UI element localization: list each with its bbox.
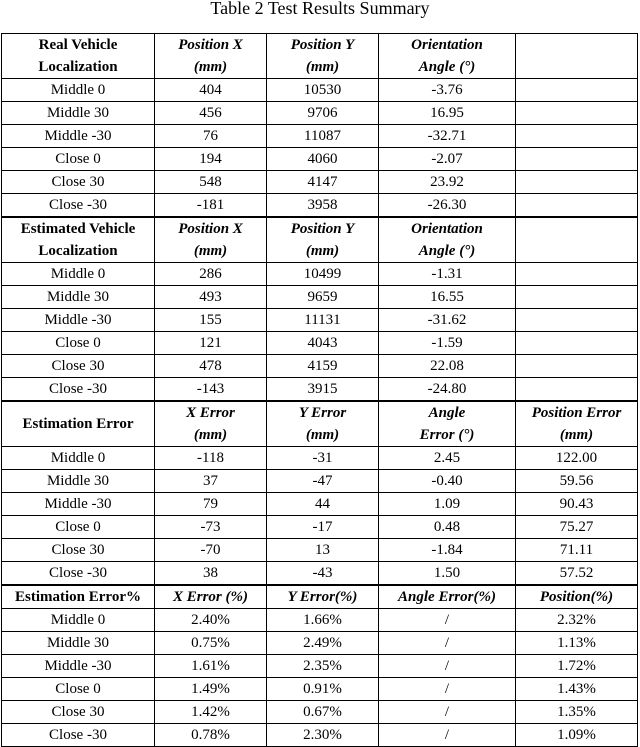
- table-cell: 1.42%: [155, 701, 267, 724]
- table-cell: 37: [155, 470, 267, 493]
- table-cell: 2.32%: [516, 609, 638, 632]
- table-cell: 122.00: [516, 447, 638, 470]
- table-cell: 493: [155, 286, 267, 309]
- table-cell: 22.08: [379, 355, 516, 378]
- table-row: [2, 171, 638, 194]
- table-cell: 16.55: [379, 286, 516, 309]
- table-row: [2, 355, 638, 378]
- table-cell: 0.48: [379, 516, 516, 539]
- table-row: [2, 493, 638, 516]
- row-label: Middle -30: [2, 125, 155, 148]
- row-label: Close -30: [2, 562, 155, 586]
- table-cell: /: [379, 678, 516, 701]
- table-cell: -31.62: [379, 309, 516, 332]
- table-cell: 2.30%: [267, 724, 379, 747]
- table-row: [2, 125, 638, 148]
- table-row: [2, 148, 638, 171]
- table-cell: 2.45: [379, 447, 516, 470]
- column-header: Orientation Angle (°): [379, 217, 516, 263]
- column-header: X Error (mm): [155, 401, 267, 447]
- table-cell: [516, 263, 638, 286]
- row-label: Close 0: [2, 678, 155, 701]
- table-row: [2, 332, 638, 355]
- table-cell: [516, 332, 638, 355]
- column-header: Y Error (mm): [267, 401, 379, 447]
- row-label: Close 0: [2, 516, 155, 539]
- table-row: [2, 562, 638, 586]
- column-header: Position Y (mm): [267, 34, 379, 79]
- table-cell: 1.43%: [516, 678, 638, 701]
- column-header: Position Error (mm): [516, 401, 638, 447]
- table-row: [2, 470, 638, 493]
- table-cell: 79: [155, 493, 267, 516]
- table-row: [2, 263, 638, 286]
- table-cell: -47: [267, 470, 379, 493]
- section-title: Estimation Error%: [2, 585, 155, 609]
- table-cell: -26.30: [379, 194, 516, 218]
- table-cell: 1.72%: [516, 655, 638, 678]
- table-row: [2, 102, 638, 125]
- row-label: Close 0: [2, 332, 155, 355]
- table-cell: [516, 355, 638, 378]
- row-label: Middle 0: [2, 79, 155, 102]
- table-cell: -2.07: [379, 148, 516, 171]
- table-cell: [516, 378, 638, 402]
- row-label: Middle 30: [2, 632, 155, 655]
- table-cell: -73: [155, 516, 267, 539]
- table-cell: -24.80: [379, 378, 516, 402]
- table-cell: /: [379, 724, 516, 747]
- table-caption: Table 2 Test Results Summary: [210, 0, 430, 18]
- section-header-row: [2, 401, 638, 447]
- table-cell: -70: [155, 539, 267, 562]
- table-cell: [516, 309, 638, 332]
- table-cell: -3.76: [379, 79, 516, 102]
- table-cell: -43: [267, 562, 379, 586]
- table-cell: -143: [155, 378, 267, 402]
- table-cell: 16.95: [379, 102, 516, 125]
- table-cell: -1.84: [379, 539, 516, 562]
- table-cell: 1.09: [379, 493, 516, 516]
- section-title: Estimation Error: [2, 401, 155, 447]
- table-cell: 3958: [267, 194, 379, 218]
- table-cell: -0.40: [379, 470, 516, 493]
- table-row: [2, 378, 638, 402]
- table-cell: 2.35%: [267, 655, 379, 678]
- section-header-row: [2, 585, 638, 609]
- table-cell: [516, 148, 638, 171]
- table-cell: 38: [155, 562, 267, 586]
- table-cell: 9659: [267, 286, 379, 309]
- row-label: Close 30: [2, 701, 155, 724]
- column-header: Position X (mm): [155, 34, 267, 79]
- table-cell: 0.91%: [267, 678, 379, 701]
- table-cell: 10499: [267, 263, 379, 286]
- table-cell: 2.49%: [267, 632, 379, 655]
- row-label: Close -30: [2, 724, 155, 747]
- table-cell: 155: [155, 309, 267, 332]
- table-cell: [516, 125, 638, 148]
- table-cell: [516, 194, 638, 218]
- table-cell: 4159: [267, 355, 379, 378]
- table-cell: 57.52: [516, 562, 638, 586]
- column-header: Y Error(%): [267, 585, 379, 609]
- table-cell: 0.67%: [267, 701, 379, 724]
- table-row: [2, 516, 638, 539]
- table-cell: -118: [155, 447, 267, 470]
- table-cell: 3915: [267, 378, 379, 402]
- table-row: [2, 701, 638, 724]
- table-cell: 1.49%: [155, 678, 267, 701]
- row-label: Middle 0: [2, 609, 155, 632]
- column-header: Angle Error (°): [379, 401, 516, 447]
- table-cell: /: [379, 655, 516, 678]
- table-row: [2, 286, 638, 309]
- table-cell: [516, 286, 638, 309]
- table-row: [2, 678, 638, 701]
- column-header: Orientation Angle (°): [379, 34, 516, 79]
- table-cell: 478: [155, 355, 267, 378]
- table-cell: /: [379, 609, 516, 632]
- row-label: Close -30: [2, 194, 155, 218]
- table-cell: 404: [155, 79, 267, 102]
- row-label: Close 30: [2, 539, 155, 562]
- table-cell: /: [379, 632, 516, 655]
- column-header: [516, 217, 638, 263]
- table-cell: 59.56: [516, 470, 638, 493]
- table-cell: 2.40%: [155, 609, 267, 632]
- table-row: [2, 632, 638, 655]
- table-cell: 13: [267, 539, 379, 562]
- table-cell: 0.75%: [155, 632, 267, 655]
- row-label: Middle 30: [2, 470, 155, 493]
- column-header: Position(%): [516, 585, 638, 609]
- table-row: [2, 79, 638, 102]
- row-label: Middle 30: [2, 102, 155, 125]
- results-table: [1, 33, 638, 747]
- row-label: Middle -30: [2, 309, 155, 332]
- table-cell: 1.66%: [267, 609, 379, 632]
- table-cell: 548: [155, 171, 267, 194]
- row-label: Middle 30: [2, 286, 155, 309]
- table-cell: 10530: [267, 79, 379, 102]
- table-row: [2, 447, 638, 470]
- row-label: Close 30: [2, 171, 155, 194]
- column-header: [516, 34, 638, 79]
- table-cell: 76: [155, 125, 267, 148]
- table-cell: 44: [267, 493, 379, 516]
- table-cell: 9706: [267, 102, 379, 125]
- table-cell: [516, 171, 638, 194]
- column-header: Position Y (mm): [267, 217, 379, 263]
- table-cell: 1.09%: [516, 724, 638, 747]
- table-cell: -181: [155, 194, 267, 218]
- table-row: [2, 309, 638, 332]
- section-header-row: [2, 34, 638, 79]
- table-cell: 71.11: [516, 539, 638, 562]
- table-cell: 4043: [267, 332, 379, 355]
- table-cell: /: [379, 701, 516, 724]
- table-cell: 23.92: [379, 171, 516, 194]
- table-row: [2, 194, 638, 218]
- row-label: Middle 0: [2, 263, 155, 286]
- table-cell: -1.31: [379, 263, 516, 286]
- table-cell: -31: [267, 447, 379, 470]
- row-label: Close 30: [2, 355, 155, 378]
- table-cell: [516, 79, 638, 102]
- table-cell: 1.50: [379, 562, 516, 586]
- table-row: [2, 539, 638, 562]
- table-cell: 1.61%: [155, 655, 267, 678]
- table-cell: 286: [155, 263, 267, 286]
- row-label: Close 0: [2, 148, 155, 171]
- row-label: Close -30: [2, 378, 155, 402]
- table-row: [2, 724, 638, 747]
- table-cell: 11131: [267, 309, 379, 332]
- row-label: Middle -30: [2, 493, 155, 516]
- section-title: Estimated Vehicle Localization: [2, 217, 155, 263]
- table-cell: -1.59: [379, 332, 516, 355]
- column-header: Angle Error(%): [379, 585, 516, 609]
- table-cell: 11087: [267, 125, 379, 148]
- table-cell: 90.43: [516, 493, 638, 516]
- column-header: Position X (mm): [155, 217, 267, 263]
- table-cell: -32.71: [379, 125, 516, 148]
- table-cell: 0.78%: [155, 724, 267, 747]
- section-title: Real Vehicle Localization: [2, 34, 155, 79]
- table-cell: 4060: [267, 148, 379, 171]
- row-label: Middle -30: [2, 655, 155, 678]
- table-cell: 121: [155, 332, 267, 355]
- table-cell: 4147: [267, 171, 379, 194]
- row-label: Middle 0: [2, 447, 155, 470]
- table-row: [2, 655, 638, 678]
- table-cell: 1.13%: [516, 632, 638, 655]
- table-cell: 194: [155, 148, 267, 171]
- table-cell: 456: [155, 102, 267, 125]
- table-cell: 75.27: [516, 516, 638, 539]
- table-row: [2, 609, 638, 632]
- table-cell: 1.35%: [516, 701, 638, 724]
- table-cell: [516, 102, 638, 125]
- section-header-row: [2, 217, 638, 263]
- table-cell: -17: [267, 516, 379, 539]
- column-header: X Error (%): [155, 585, 267, 609]
